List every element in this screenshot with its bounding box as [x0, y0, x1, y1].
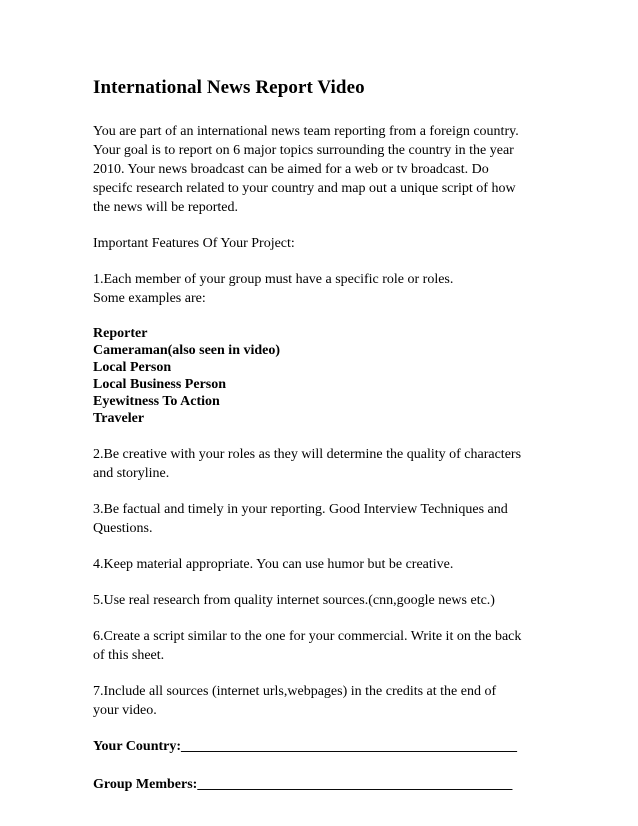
group-members-field: Group Members:_____________________________________________ [93, 777, 513, 792]
intro-line: 2010. Your news broadcast can be aimed for a web or tv broadcast. Do [93, 162, 489, 177]
item-4-line: 4.Keep material appropriate. You can use humor but be creative. [93, 557, 454, 572]
intro-line: You are part of an international news team reporting from a foreign country. [93, 124, 519, 139]
item-2-line: 2.Be creative with your roles as they will determine the quality of characters [93, 447, 522, 462]
item-3 [93, 500, 563, 538]
role-item: Local Business Person [93, 377, 227, 392]
intro-paragraph [93, 122, 563, 217]
role-item: Reporter [93, 326, 148, 341]
role-item: Cameraman(also seen in video) [93, 343, 281, 358]
item-4 [93, 555, 563, 574]
roles-list [93, 325, 563, 427]
intro-line: Your goal is to report on 6 major topics surrounding the country in the year [93, 143, 514, 158]
role-item: Eyewitness To Action [93, 394, 220, 409]
item-5-line: 5.Use real research from quality internet sources.(cnn,google news etc.) [93, 593, 495, 608]
item-6-line: 6.Create a script similar to the one for your commercial. Write it on the back [93, 629, 522, 644]
intro-line: the news will be reported. [93, 200, 239, 215]
item-2 [93, 445, 563, 483]
item-7-line: your video. [93, 703, 157, 718]
features-heading: Important Features Of Your Project: [93, 236, 295, 251]
document-title: International News Report Video [93, 77, 365, 98]
item-2-line: and storyline. [93, 466, 170, 481]
item-7-line: 7.Include all sources (internet urls,webpages) in the credits at the end of [93, 684, 497, 699]
item-7 [93, 682, 563, 720]
item-1-line: Some examples are: [93, 291, 206, 306]
item-3-line: Questions. [93, 521, 153, 536]
item-1 [93, 270, 563, 308]
intro-line: specifc research related to your country and map out a unique script of how [93, 181, 516, 196]
document-page [93, 76, 563, 813]
role-item: Local Person [93, 360, 172, 375]
role-item: Traveler [93, 411, 145, 426]
item-1-line: 1.Each member of your group must have a specific role or roles. [93, 272, 454, 287]
item-3-line: 3.Be factual and timely in your reporting. Good Interview Techniques and [93, 502, 508, 517]
country-field: Your Country:________________________________________________ [93, 739, 518, 754]
item-6 [93, 627, 563, 665]
item-5 [93, 591, 563, 610]
item-6-line: of this sheet. [93, 648, 165, 663]
